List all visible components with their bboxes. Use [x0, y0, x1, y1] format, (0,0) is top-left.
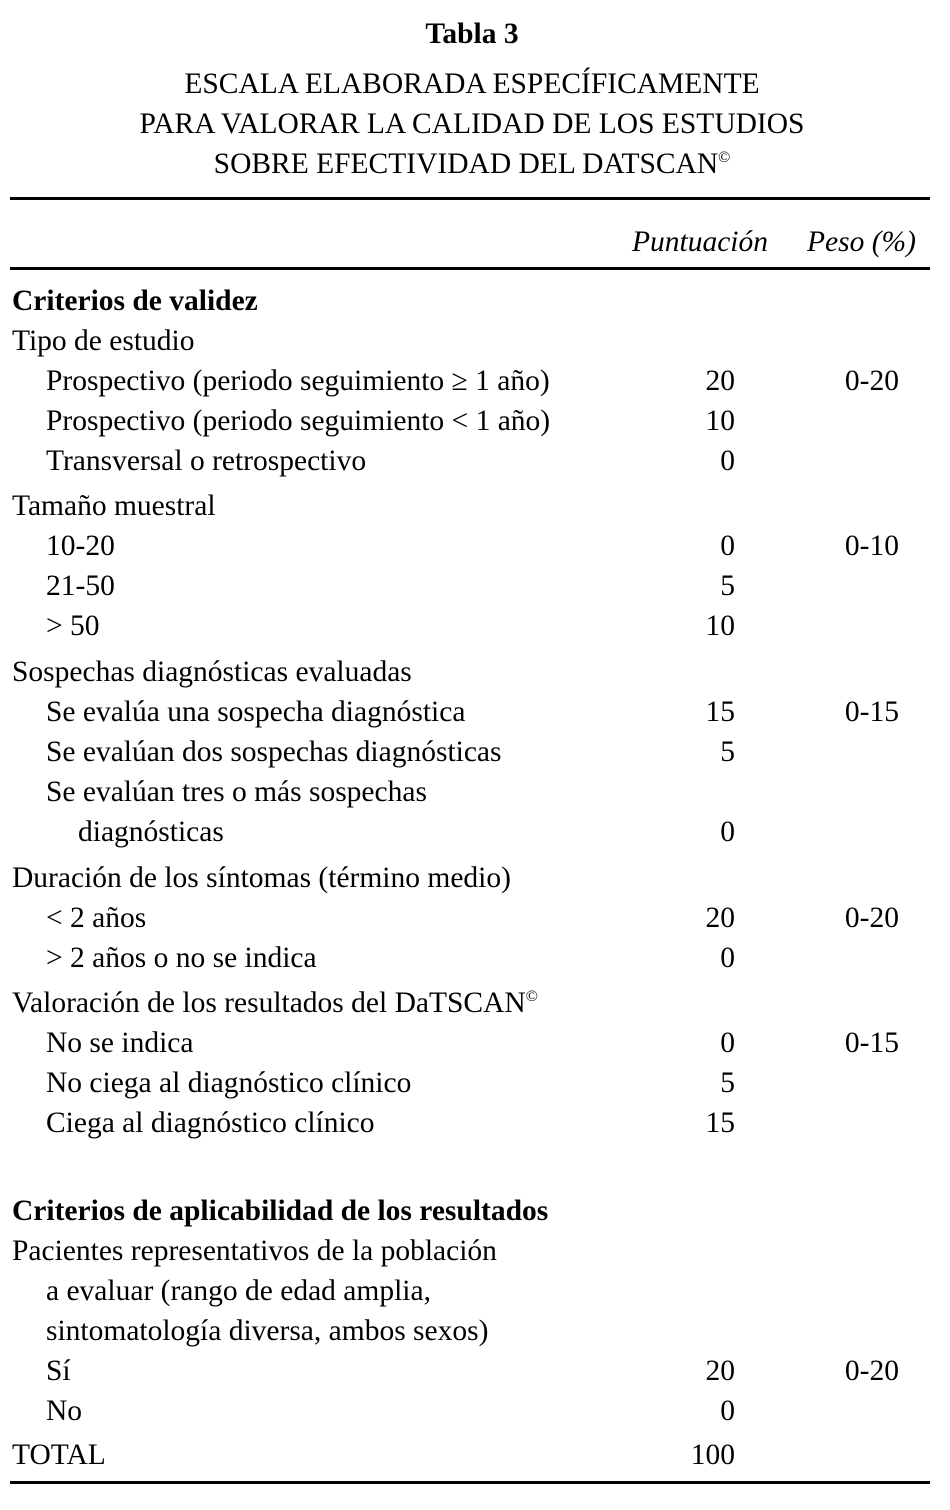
duration-label: Duración de los síntomas (término medio) [12, 862, 511, 894]
table-title-line-2: PARA VALORAR LA CALIDAD DE LOS ESTUDIOS [139, 108, 805, 140]
column-header-weight: Peso (%) [807, 226, 916, 258]
study-type-weight: 0-20 [844, 365, 899, 397]
duration-row-1-score: 20 [705, 902, 735, 934]
assessment-label-text: Valoración de los resultados del DaTSCAN [12, 987, 526, 1019]
patients-yes: Sí [46, 1355, 71, 1387]
validity-heading: Criterios de validez [12, 285, 258, 317]
sample-size-row-3: > 50 [46, 610, 100, 642]
sample-size-row-1: 10-20 [46, 530, 115, 562]
assessment-row-2: No ciega al diagnóstico clínico [46, 1067, 412, 1099]
copyright-mark: © [718, 149, 731, 166]
duration-row-2-score: 0 [720, 942, 735, 974]
study-type-row-2-score: 10 [705, 405, 735, 437]
patients-line-2: a evaluar (rango de edad amplia, [46, 1275, 431, 1307]
sample-size-weight: 0-10 [844, 530, 899, 562]
sample-size-row-3-score: 10 [705, 610, 735, 642]
header-rule [10, 267, 930, 270]
top-rule [10, 197, 930, 200]
column-header-score: Puntuación [632, 226, 769, 258]
patients-no-score: 0 [720, 1395, 735, 1427]
assessment-label [12, 986, 538, 1020]
total-score: 100 [690, 1439, 735, 1471]
table-label: Tabla 3 [425, 18, 519, 50]
assessment-row-1: No se indica [46, 1027, 194, 1059]
assessment-row-3-score: 15 [705, 1107, 735, 1139]
patients-line-3: sintomatología diversa, ambos sexos) [46, 1315, 489, 1347]
study-type-row-1: Prospectivo (periodo seguimiento ≥ 1 año) [46, 365, 550, 397]
study-type-row-3: Transversal o retrospectivo [46, 445, 367, 477]
suspicions-row-2-score: 5 [720, 736, 735, 768]
applicability-heading: Criterios de aplicabilidad de los resultados [12, 1195, 549, 1227]
table-title-line-1: ESCALA ELABORADA ESPECÍFICAMENTE [184, 68, 760, 100]
suspicions-row-2: Se evalúan dos sospechas diagnósticas [46, 736, 502, 768]
sample-size-row-2-score: 5 [720, 570, 735, 602]
sample-size-row-2: 21-50 [46, 570, 115, 602]
study-type-row-1-score: 20 [705, 365, 735, 397]
assessment-row-1-score: 0 [720, 1027, 735, 1059]
table-title-line-3 [0, 144, 944, 184]
study-type-label: Tipo de estudio [12, 325, 195, 357]
study-type-row-2: Prospectivo (periodo seguimiento < 1 año) [46, 405, 551, 437]
assessment-weight: 0-15 [844, 1027, 899, 1059]
assessment-row-3: Ciega al diagnóstico clínico [46, 1107, 375, 1139]
duration-row-1: < 2 años [46, 902, 147, 934]
patients-no: No [46, 1395, 83, 1427]
suspicions-row-3-line-2: diagnósticas [78, 816, 224, 848]
assessment-row-2-score: 5 [720, 1067, 735, 1099]
patients-yes-score: 20 [705, 1355, 735, 1387]
suspicions-row-3-line-1: Se evalúan tres o más sospechas [46, 776, 427, 808]
sample-size-label: Tamaño muestral [12, 490, 216, 522]
suspicions-row-3-score: 0 [720, 816, 735, 848]
suspicions-weight: 0-15 [844, 696, 899, 728]
assessment-copyright-mark: © [525, 988, 538, 1005]
duration-weight: 0-20 [844, 902, 899, 934]
suspicions-row-1: Se evalúa una sospecha diagnóstica [46, 696, 466, 728]
table-title-line-3-text: SOBRE EFECTIVIDAD DEL DATSCAN [213, 148, 719, 180]
suspicions-row-1-score: 15 [705, 696, 735, 728]
duration-row-2: > 2 años o no se indica [46, 942, 317, 974]
total-label: TOTAL [12, 1439, 106, 1471]
suspicions-label: Sospechas diagnósticas evaluadas [12, 656, 412, 688]
bottom-rule [10, 1481, 930, 1484]
patients-weight: 0-20 [844, 1355, 899, 1387]
study-type-row-3-score: 0 [720, 445, 735, 477]
patients-line-1: Pacientes representativos de la población [12, 1235, 497, 1267]
sample-size-row-1-score: 0 [720, 530, 735, 562]
